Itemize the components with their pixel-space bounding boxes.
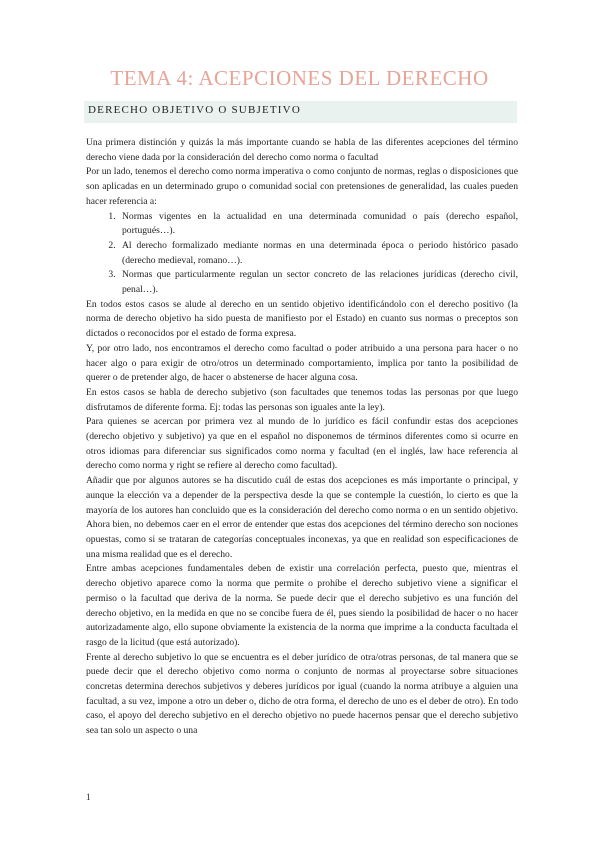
page-number: 1 [86,792,91,802]
paragraph-norma: Por un lado, tenemos el derecho como norma imperativa o como conjunto de normas, reglas o disposiciones que son aplicadas en un determinado grupo o comunidad social con pretensiones de generalidad, las cuales pueden hacer referencia a: [86,166,518,207]
paragraph-correlacion: Entre ambas acepciones fundamentales deben de existir una correlación perfecta, puesto que, mientras el derecho objetivo aparece como la norma que permite o prohíbe el derecho subjetivo viene a significar el permiso o la facultad que deriva de la norma. Se puede decir que el derecho subjetivo es una función del derecho objetivo, en la medida en que no se concibe fuera de él, pues siendo la posibilidad de hacer o no hacer autorizadamente algo, ello supone obviamente la existencia de la norma que imprime a la conducta facultada el rasgo de la licitud (que está autorizado). [86,563,518,648]
intro-paragraph: Una primera distinción y quizás la más importante cuando se habla de las diferentes acepciones del término derecho viene dada por la consideración del derecho como norma o facultad [86,137,518,163]
paragraph-objetivo: En todos estos casos se alude al derecho en un sentido objetivo identificándolo con el derecho positivo (la norma de derecho objetivo ha sido puesta de manifiesto por el Estado) en cuanto sus normas o preceptos son dictados o reconocidos por el estado de forma expresa. [86,298,518,340]
list-item: 3. Normas que particularmente regulan un sector concreto de las relaciones jurídicas (derecho civil, penal…). [118,268,518,297]
list-item: 2. Al derecho formalizado mediante normas en una determinada época o periodo histórico pasado (derecho medieval, romano…). [118,239,518,268]
paragraph-facultad: Y, por otro lado, nos encontramos el derecho como facultad o poder atribuido a una persona para hacer o no hacer algo o para exigir de otro/otros un determinado comportamiento, implica por tanto la posibilidad de querer o de pretender algo, de hacer o abstenerse de hacer alguna cosa. [86,342,518,384]
list-item: 1. Normas vigentes en la actualidad en una determinada comunidad o país (derecho español, portugués…). [118,210,518,239]
page-title: TEMA 4: ACEPCIONES DEL DERECHO [110,66,489,90]
document-body [86,136,518,739]
section-heading: DERECHO OBJETIVO O SUBJETIVO [88,104,301,116]
reference-list [86,210,518,298]
paragraph-importancia: Añadir que por algunos autores se ha discutido cuál de estas dos acepciones es más importante o principal, y aunque la elección va a depender de la perspectiva desde la que se contemple la cuestión, lo cierto es que la mayoría de los autores han concluido que es la consideración del derecho como norma o en un sentido objetivo. Ahora bien, no debemos caer en el error de entender que estas dos acepciones del término derecho son nociones opuestas, como si se trataran de categorías conceptuales inconexas, ya que en realidad son especificaciones de una misma realidad que es el derecho. [86,475,518,560]
paragraph-confusion: Para quienes se acercan por primera vez al mundo de lo jurídico es fácil confundir estas dos acepciones (derecho objetivo y subjetivo) ya que en el español no disponemos de términos diferentes como si ocurre en otros idiomas para diferenciar sus significados como norma y facultad (en el inglés, law hace referencia al derecho como norma y right se refiere al derecho como facultad). [86,416,518,472]
paragraph-deber: Frente al derecho subjetivo lo que se encuentra es el deber jurídico de otra/otras personas, de tal manera que se puede decir que el derecho objetivo como norma o conjunto de normas al proyectarse sobre situaciones concretas determina derechos subjetivos y deberes jurídicos por igual (cuando la norma atribuye a alguien una facultad, a su vez, impone a otro un deber o, dicho de otra forma, el derecho de uno es el deber de otro). En todo caso, el apoyo del derecho subjetivo en el derecho objetivo no puede hacernos pensar que el derecho subjetivo sea tan solo un aspecto o una [86,651,518,737]
paragraph-subjetivo: En estos casos se habla de derecho subjetivo (son facultades que tenemos todas las personas por que luego disfrutamos de diferente forma. Ej: todas las personas son iguales ante la ley). [86,386,518,413]
